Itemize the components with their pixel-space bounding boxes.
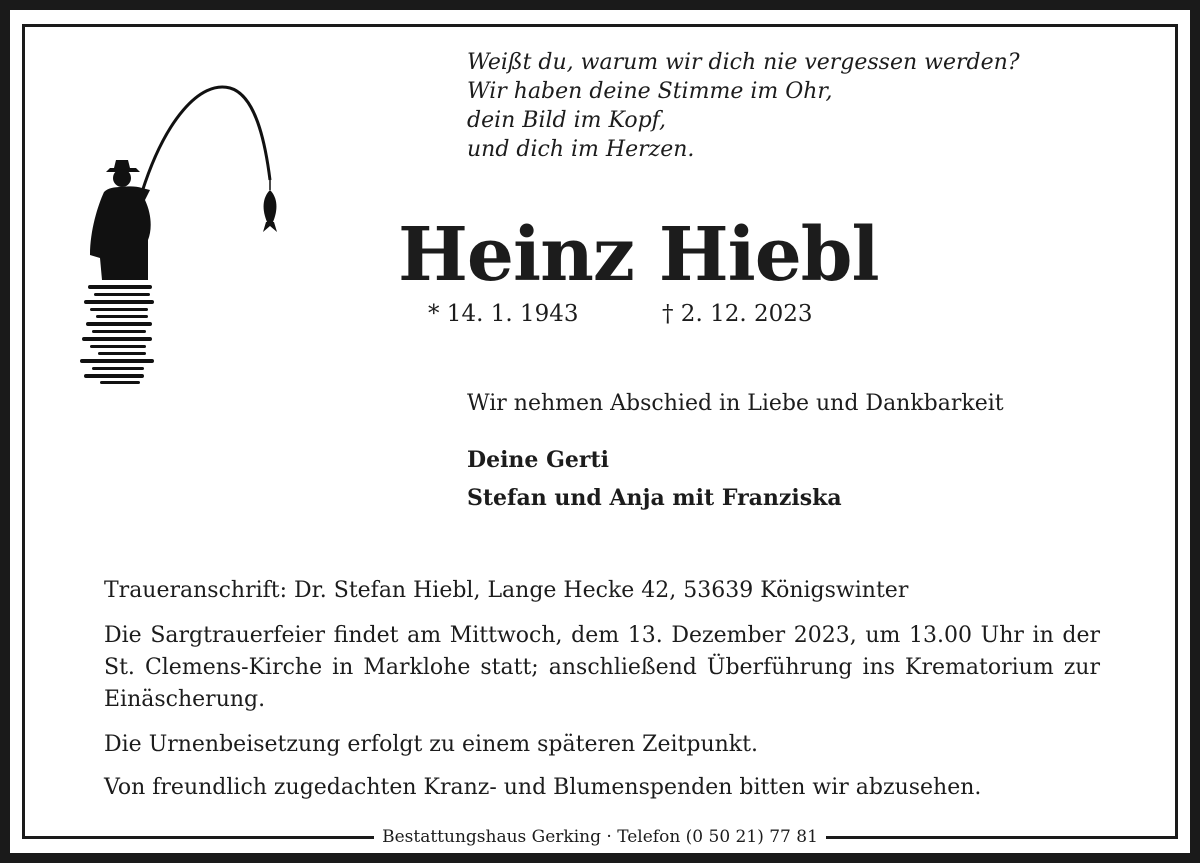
poem-line: Weißt du, warum wir dich nie vergessen werden?	[467, 50, 1020, 75]
mourners-list	[467, 441, 842, 517]
funeral-home-contact: Bestattungshaus Gerking · Telefon (0 50 21) 77 81	[374, 827, 826, 847]
flower-donation-note: Von freundlich zugedachten Kranz- und Blumenspenden bitten wir abzusehen.	[104, 775, 982, 800]
poem-line: Wir haben deine Stimme im Ohr,	[467, 79, 833, 104]
death-date: † 2. 12. 2023	[662, 301, 813, 327]
funeral-home-footer	[0, 826, 1200, 848]
funeral-service-info: Die Sargtrauerfeier findet am Mittwoch, dem 13. Dezember 2023, um 13.00 Uhr in der St. Clemens-Kirche in Marklohe statt; anschließend Überführung ins Krematorium zur Einäscherung.	[104, 623, 1100, 712]
poem-line: und dich im Herzen.	[467, 137, 695, 162]
memorial-poem	[467, 48, 1020, 164]
deceased-name: Heinz Hiebl	[398, 212, 879, 298]
mourner-name: Deine Gerti	[467, 447, 609, 473]
birth-date: * 14. 1. 1943	[428, 301, 579, 327]
fisherman-silhouette-icon	[70, 80, 300, 390]
poem-line: dein Bild im Kopf,	[467, 108, 667, 133]
farewell-line: Wir nehmen Abschied in Liebe und Dankbarkeit	[467, 391, 1004, 416]
urn-burial-info: Die Urnenbeisetzung erfolgt zu einem späteren Zeitpunkt.	[104, 732, 758, 757]
mourner-name: Stefan und Anja mit Franziska	[467, 485, 842, 511]
mourning-address: Traueranschrift: Dr. Stefan Hiebl, Lange Hecke 42, 53639 Königswinter	[104, 578, 909, 603]
